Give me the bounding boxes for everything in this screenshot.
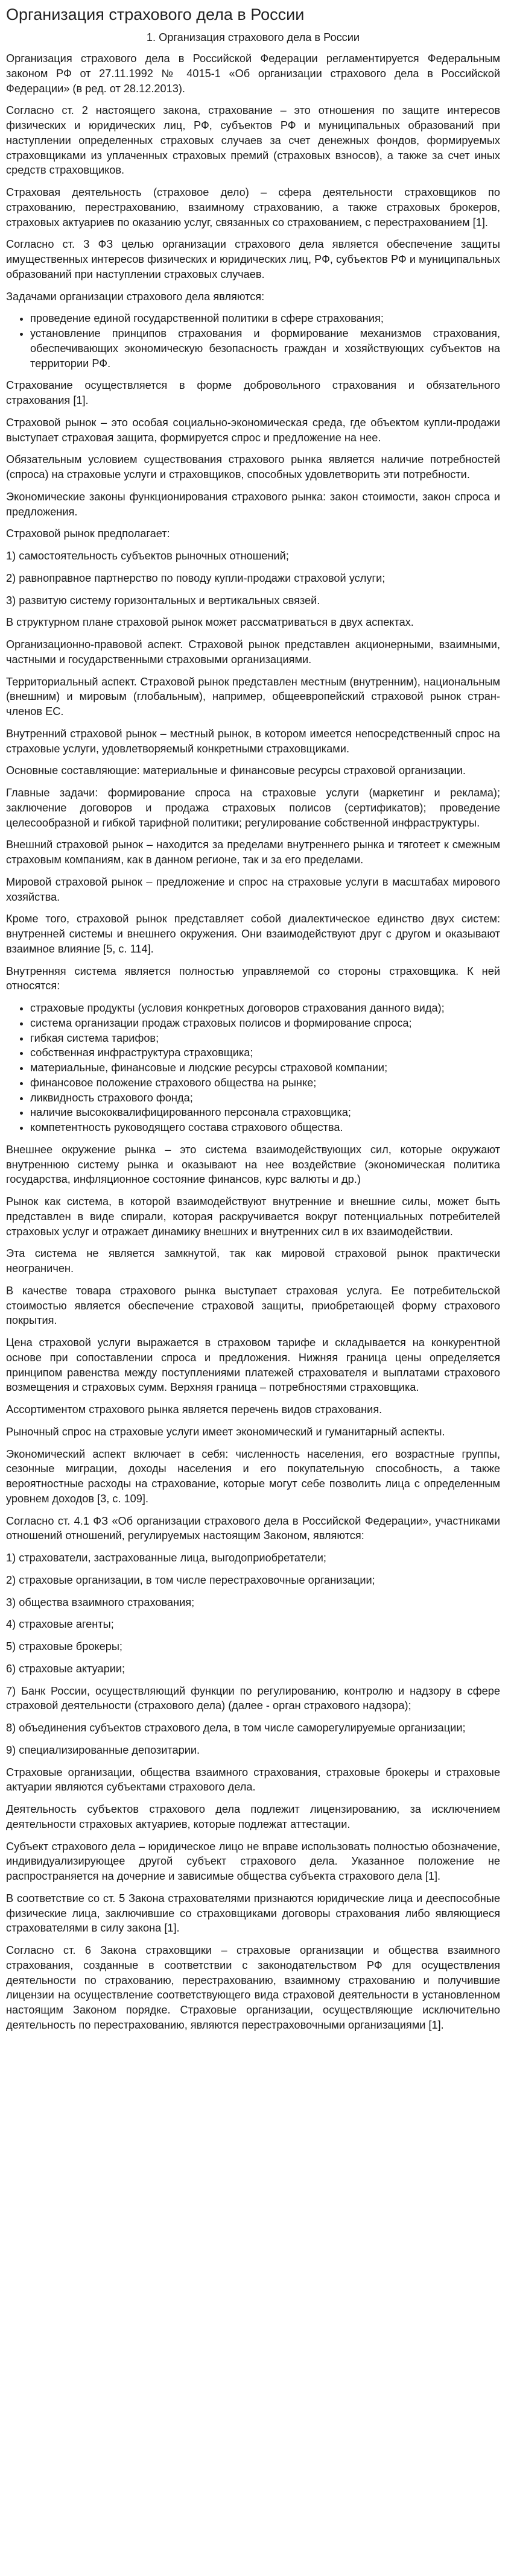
paragraph: В структурном плане страховой рынок может рассматриваться в двух аспектах. bbox=[6, 616, 414, 629]
paragraph: Рыночный спрос на страховые услуги имеет экономический и гуманитарный аспекты. bbox=[6, 1425, 445, 1438]
paragraph: 1) страхователи, застрахованные лица, выгодоприобретатели; bbox=[6, 1552, 326, 1564]
paragraph: Согласно ст. 2 настоящего закона, страхование – это отношения по защите интересов физических и юридических лиц, РФ, субъектов РФ и муниципальных образований при наступлении определенных страховых случаев за счет денежных фондов, формируемых страховщиками из уплаченных страховых премий (страховых взносов), а также за счет иных средств страховщиков. bbox=[6, 104, 500, 177]
bullet-list bbox=[6, 311, 500, 371]
paragraph: 8) объединения субъектов страхового дела, в том числе саморегулируемые организации; bbox=[6, 1722, 466, 1734]
paragraph: Кроме того, страховой рынок представляет собой диалектическое единство двух систем: внутренней системы и внешнего окружения. Они взаимодействуют друг с другом и оказывают взаимное влияние [5, с. 114]. bbox=[6, 913, 500, 955]
paragraph: 2) равноправное партнерство по поводу купли-продажи страховой услуги; bbox=[6, 572, 386, 584]
paragraph: 1) самостоятельность субъектов рыночных отношений; bbox=[6, 550, 289, 562]
bullet-list bbox=[6, 1001, 500, 1135]
paragraph: 2) страховые организации, в том числе перестраховочные организации; bbox=[6, 1573, 375, 1586]
paragraph: Субъект страхового дела – юридическое лицо не вправе использовать полностью обозначение, индивидуализирующее другой субъект страхового дела. Указанное положение не распространяется на дочерние и зависимые общества субъекта страхового дела [1]. bbox=[6, 1840, 500, 1883]
list-item: • финансовое положение страхового общества на рынке; bbox=[30, 1075, 500, 1091]
paragraph: 9) специализированные депозитарии. bbox=[6, 1743, 200, 1756]
paragraph: Экономические законы функционирования страхового рынка: закон стоимости, закон спроса и предложения. bbox=[6, 490, 500, 518]
paragraph: Страховые организации, общества взаимного страхования, страховые брокеры и страховые актуарии являются субъектами страхового дела. bbox=[6, 1766, 500, 1793]
list-item: • система организации продаж страховых полисов и формирование спроса; bbox=[30, 1016, 500, 1031]
list-item: • установление принципов страхования и формирование механизмов страхования, обеспечивающих экономическую безопасность граждан и хозяйствующих субъектов на территории РФ. bbox=[30, 326, 500, 371]
paragraph: В соответствие со ст. 5 Закона страхователями признаются юридические лица и дееспособные физические лица, заключившие со страховщиками договоры страхования либо являющиеся страхователями в силу закона [1]. bbox=[6, 1892, 500, 1935]
paragraph: Ассортиментом страхового рынка является перечень видов страхования. bbox=[6, 1403, 382, 1416]
page-title: Организация страхового дела в России bbox=[6, 5, 305, 24]
paragraph: Эта система не является замкнутой, так как мировой страховой рынок практически неограничен. bbox=[6, 1247, 500, 1275]
list-item: • материальные, финансовые и людские ресурсы страховой компании; bbox=[30, 1060, 500, 1075]
list-item: • наличие высококвалифицированного персонала страховщика; bbox=[30, 1105, 500, 1120]
paragraph: Организационно-правовой аспект. Страховой рынок представлен акционерными, взаимными, частными и государственными страховыми организациями. bbox=[6, 638, 500, 666]
paragraph: Деятельность субъектов страхового дела подлежит лицензированию, за исключением деятельности страховых актуариев, которые подлежат аттестации. bbox=[6, 1803, 500, 1830]
paragraph: Страховой рынок предполагает: bbox=[6, 527, 170, 540]
paragraph: Согласно ст. 4.1 ФЗ «Об организации страхового дела в Российской Федерации», участниками отношений отношений, регулируемых настоящим Законом, являются: bbox=[6, 1514, 500, 1542]
paragraph: Внутренняя система является полностью управляемой со стороны страховщика. К ней относятся: bbox=[6, 965, 500, 992]
list-item: • ликвидность страхового фонда; bbox=[30, 1091, 500, 1106]
list-item: • собственная инфраструктура страховщика; bbox=[30, 1045, 500, 1060]
paragraph: Согласно ст. 3 ФЗ целью организации страхового дела является обеспечение защиты имущественных интересов физических и юридических лиц, РФ, субъектов РФ и муниципальных образований при наступлении страховых случаев. bbox=[6, 238, 500, 280]
paragraph: Страховая деятельность (страховое дело) – сфера деятельности страховщиков по страхованию, перестрахованию, взаимному страхованию, а также страховых брокеров, страховых актуариев по оказанию услуг, связанных со страхованием, с перестрахованием [1]. bbox=[6, 186, 500, 228]
list-item: • гибкая система тарифов; bbox=[30, 1031, 500, 1046]
paragraph: В качестве товара страхового рынка выступает страховая услуга. Ее потребительской стоимостью является обеспечение страховой защиты, приобретающей форму страхового покрытия. bbox=[6, 1284, 500, 1327]
paragraph: 3) развитую систему горизонтальных и вертикальных связей. bbox=[6, 594, 320, 606]
paragraph: Задачами организации страхового дела являются: bbox=[6, 290, 265, 303]
paragraph: Внешнее окружение рынка – это система взаимодействующих сил, которые окружают внутреннюю систему рынка и оказывают на нее воздействие (экономическая политика государства, инфляционное состояние финансов, курс валюты и др.) bbox=[6, 1143, 500, 1186]
paragraph: Страховой рынок – это особая социально-экономическая среда, где объектом купли-продажи выступает страховая защита, формируется спрос и предложение на нее. bbox=[6, 416, 500, 444]
paragraph: Главные задачи: формирование спроса на страховые услуги (маркетинг и реклама); заключение договоров и продажа страховых полисов (сертификатов); проведение целесообразной и гибкой тарифной политики; регулирование собственной инфраструктуры. bbox=[6, 787, 500, 829]
paragraph: Мировой страховой рынок – предложение и спрос на страховые услуги в масштабах мирового хозяйства. bbox=[6, 875, 500, 903]
list-item: • компетентность руководящего состава страхового общества. bbox=[30, 1120, 500, 1135]
paragraph: Страхование осуществляется в форме добровольного страхования и обязательного страхования [1]. bbox=[6, 379, 500, 407]
paragraph: 6) страховые актуарии; bbox=[6, 1662, 125, 1675]
paragraph: Организация страхового дела в Российской Федерации регламентируется Федеральным законом РФ от 27.11.1992 № 4015-1 «Об организации страхового дела в Российской Федерации» (в ред. от 28.12.2013). bbox=[6, 52, 500, 95]
paragraph: Цена страховой услуги выражается в страховом тарифе и складывается на конкурентной основе при сопоставлении спроса и предложения. Нижняя граница цены определяется принципом равенства между поступлениями платежей страхователя и выплатами страхового возмещения и страховых сумм. Верхняя граница – потребностями страховщика. bbox=[6, 1337, 500, 1394]
paragraph: 7) Банк России, осуществляющий функции по регулированию, контролю и надзору в сфере страховой деятельности (страхового дела) (далее - орган страхового надзора); bbox=[6, 1684, 500, 1712]
list-item: • страховые продукты (условия конкретных договоров страхования данного вида); bbox=[30, 1001, 500, 1016]
paragraph: Согласно ст. 6 Закона страховщики – страховые организации и общества взаимного страхования, созданные в соответствии с законодательством РФ для осуществления деятельности по страхованию, перестрахованию, взаимному страхованию и получившие лицензии на осуществление соответствующего вида страховой деятельности в установленном настоящим Законом порядке. Страховые организации, осуществляющие исключительно деятельность по перестрахованию, являются перестраховочными организациями [1]. bbox=[6, 1944, 500, 2031]
paragraph: Основные составляющие: материальные и финансовые ресурсы страховой организации. bbox=[6, 764, 466, 777]
paragraph: Внешний страховой рынок – находится за пределами внутреннего рынка и тяготеет к смежным страховым компаниям, как в данном регионе, так и за его пределами. bbox=[6, 839, 500, 866]
paragraph: Внутренний страховой рынок – местный рынок, в котором имеется непосредственный спрос на страховые услуги, удовлетворяемый конкретными страховщиками. bbox=[6, 727, 500, 755]
article-body bbox=[6, 51, 500, 2033]
paragraph: Территориальный аспект. Страховой рынок представлен местным (внутренним), национальным (внешним) и мировым (глобальным), например, общеевропейский страховой рынок стран-членов ЕС. bbox=[6, 675, 500, 718]
paragraph: Обязательным условием существования страхового рынка является наличие потребностей (спроса) на страховые услуги и страховщиков, способных удовлетворить эти потребности. bbox=[6, 453, 500, 481]
paragraph: 5) страховые брокеры; bbox=[6, 1640, 122, 1653]
list-item: • проведение единой государственной политики в сфере страхования; bbox=[30, 311, 500, 326]
paragraph: Рынок как система, в которой взаимодействуют внутренние и внешние силы, может быть представлен в виде спирали, которая раскручивается вокруг потенциальных потребителей страховых услуг и отражает динамику внешних и внутренних сил в их взаимодействии. bbox=[6, 1195, 500, 1238]
paragraph: Экономический аспект включает в себя: численность населения, его возрастные группы, сезонные миграции, доходы населения и его покупательную способность, а также вероятностные расходы на страхование, которые могут себе позволить лица с определенным уровнем доходов [3, с. 109]. bbox=[6, 1447, 500, 1505]
section-title: 1. Организация страхового дела в России bbox=[146, 31, 360, 44]
paragraph: 4) страховые агенты; bbox=[6, 1618, 114, 1631]
paragraph: 3) общества взаимного страхования; bbox=[6, 1596, 195, 1608]
